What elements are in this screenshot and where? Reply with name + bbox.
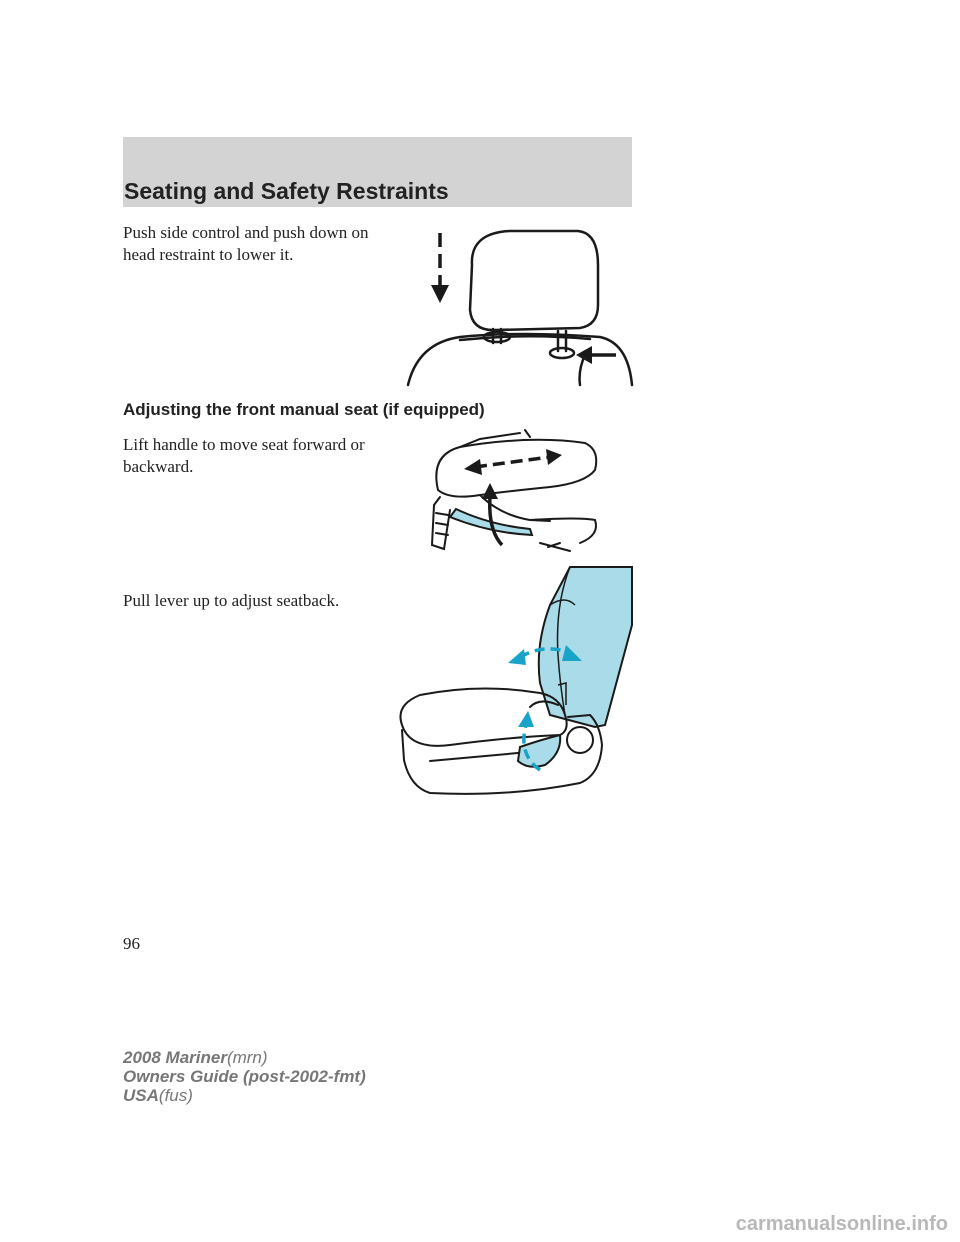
seatback-recline-figure xyxy=(390,565,635,805)
head-restraint-figure xyxy=(400,225,640,390)
paragraph-head-restraint: Push side control and push down on head restraint to lower it. xyxy=(123,223,369,264)
paragraph-lift-handle: Lift handle to move seat forward or backward. xyxy=(123,435,365,476)
footer-market-code: (fus) xyxy=(158,1086,193,1105)
footer-model-code: (mrn) xyxy=(226,1048,268,1067)
page-number: 96 xyxy=(123,934,140,953)
paragraph-pull-lever: Pull lever up to adjust seatback. xyxy=(123,591,340,610)
seat-fore-aft-figure xyxy=(420,425,610,565)
subheading-front-manual-seat: Adjusting the front manual seat (if equipped) xyxy=(123,400,485,419)
document-footer xyxy=(123,1048,366,1105)
fore-aft-arrow-icon xyxy=(464,449,562,475)
footer-market: USA xyxy=(123,1086,159,1105)
footer-model: 2008 Mariner xyxy=(123,1048,227,1067)
section-title: Seating and Safety Restraints xyxy=(124,178,449,204)
watermark: carmanualsonline.info xyxy=(735,1213,948,1235)
push-down-arrow-icon xyxy=(431,233,449,303)
footer-guide: Owners Guide (post-2002-fmt) xyxy=(123,1067,366,1086)
